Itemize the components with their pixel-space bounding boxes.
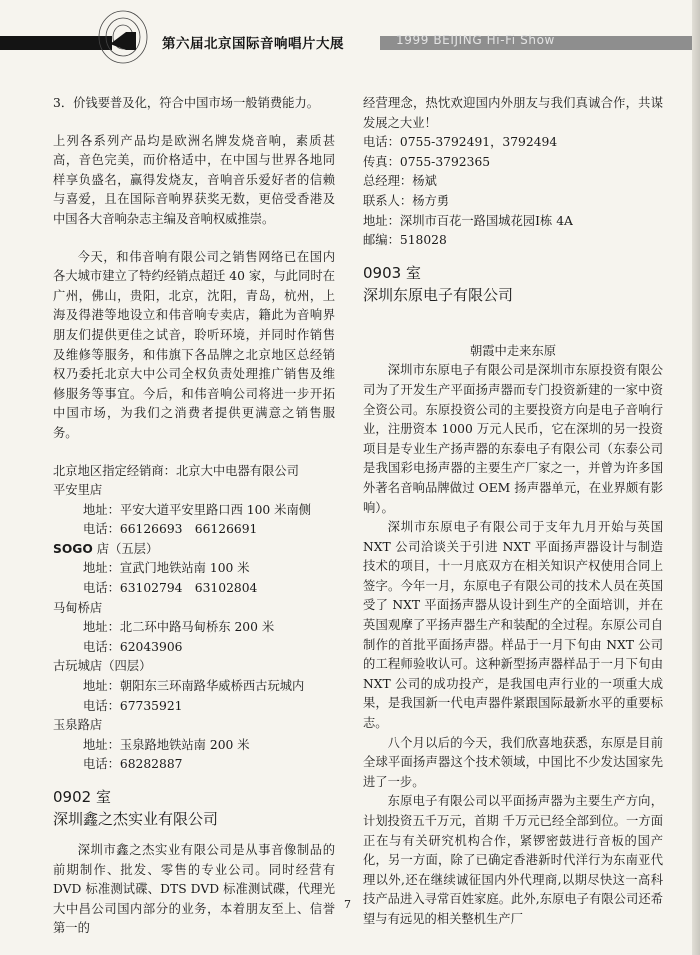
store-entry: [53, 657, 335, 716]
company-name: 深圳鑫之杰实业有限公司: [53, 810, 219, 828]
contact-line: 邮编：518028: [363, 233, 447, 248]
store-name-rest: 店（五层）: [92, 541, 159, 556]
store-name-bold: SOGO: [53, 541, 93, 556]
store-name: [53, 540, 335, 560]
contact-line: 传真：0755-3792365: [363, 154, 491, 169]
article-paragraph: 东原电子有限公司以平面扬声器为主要生产方向，计划投资五千万元，首期 千万元已经全部到位。一方面正在与有关研究机构合作，紧锣密鼓进行音板的国产化，另一方面，除了已确定香港新时代洋行为东南亚代理以外,还在继续诚征国内外代理商,以期尽快这一高科技产品进入寻常百姓家庭。此外,东原电子有限公司还希望与有远见的相关整机生产厂: [363, 794, 663, 926]
store-name: 马甸桥店: [53, 600, 103, 615]
article-paragraph: 八个月以后的今天，我们欣喜地获悉，东原是目前全球平面扬声器这个技术领域，中国比不少发达国家先进了一步。: [363, 735, 663, 789]
company-paragraph: 深圳市鑫之杰实业有限公司是从事音像制品的前期制作、批发、零售的专业公司。同时经营有 DVD 标准测试碟、DTS DVD 标准测试碟，代理光大中昌公司国内部分的业务，本着朋友至上、信誉第一的: [53, 843, 335, 936]
list-item-3: 3．价钱要普及化，符合中国市场一般销费能力。: [53, 96, 320, 110]
article-subtitle: 朝霞中走来东原: [469, 343, 557, 358]
contact-line: 联系人：杨方勇: [363, 193, 450, 208]
contact-line: 地址：深圳市百花一路国城花园Ⅰ栋 4A: [363, 213, 573, 228]
store-name: 古玩城店（四层）: [53, 659, 152, 674]
contact-line: 总经理：杨斌: [363, 174, 437, 189]
room-number: 0903 室: [363, 263, 421, 282]
store-address: 地址：宣武门地铁站南 100 米: [83, 561, 250, 576]
store-name: 玉泉路店: [53, 718, 103, 733]
continued-paragraph: 经营理念，热忱欢迎国内外朋友与我们真诚合作，共谋发展之大业！: [363, 96, 663, 130]
left-column: [53, 94, 335, 939]
header-title-en: 1999 BEIJING Hi-Fi Show: [396, 33, 555, 47]
store-address: 地址：朝阳东三环南路华威桥西古玩城内: [83, 679, 305, 694]
store-phone: 电话：66126693 66126691: [83, 522, 258, 537]
store-phone: 电话：62043906: [83, 639, 183, 654]
store-entry: [53, 481, 335, 540]
product-paragraph: 上列各系列产品均是欧洲名牌发烧音响，素质甚高，音色完美，而价格适中，在中国与世界各地同样享负盛名，赢得发烧友，音响音乐爱好者的信赖与喜爱，且在国际音响界获奖无数，更倍受香港及中国各大音响杂志主编及音响权威推崇。: [53, 133, 335, 226]
store-address: 地址：玉泉路地铁站南 200 米: [83, 737, 250, 752]
speaker-logo-icon: [96, 8, 150, 66]
contact-line: 电话：0755-3792491，3792494: [363, 135, 558, 150]
room-number: 0902 室: [53, 788, 111, 806]
store-phone: 电话：67735921: [83, 698, 183, 713]
store-phone: 电话：63102794 63102804: [83, 581, 258, 596]
company-name: 深圳东原电子有限公司: [363, 285, 514, 304]
article-paragraph: 深圳市东原电子有限公司是深圳市东原投资有限公司为了开发生产平面扬声器而专门投资新建的一家中资全资公司。东原投资公司的主要投资方向是电子音响行业，注册资本 1000 万元人民币，它在深圳的另一投资项目是专业生产扬声器的东泰电子有限公司（东泰公司 是我国彩电扬声器的主要生产厂家之一，并曾为许多国外著名音响品牌做过 OEM 扬声器单元，在业界颇有影响）。: [363, 363, 663, 515]
store-phone: 电话：68282887: [83, 757, 183, 772]
store-address: 地址：北二环中路马甸桥东 200 米: [83, 620, 275, 635]
article-paragraph: 深圳市东原电子有限公司于支年九月开始与英国 NXT 公司洽谈关于引进 NXT 平面扬声器设计与制造技术的项目，十一月底双方在相关知识产权使用合同上签字。今年一月，东原电子有限公司的技术人员在英国受了 NXT 平面扬声器从设计到生产的全面培训，并在英国观摩了平扬声器生产和装配的全过程。东原公司自制作的首批平面扬声器。样品于一月下旬由 NXT 公司的工程师验收认可。这种新型扬声器样品于一月下旬由 NXT 公司的成功投产，是我国电声行业的一项重大成果，是我国新一代电声器件紧跟国际最新水平的重要标志。: [363, 520, 663, 731]
dealer-heading: 北京地区指定经销商：北京大中电器有限公司: [53, 463, 299, 478]
page-edge: [692, 0, 700, 955]
store-name: 平安里店: [53, 483, 103, 498]
store-entry: [53, 716, 335, 775]
store-entry: [53, 540, 335, 599]
store-address: 地址：平安大道平安里路口西 100 米南侧: [83, 502, 312, 517]
sales-network-paragraph: 今天，和伟音响有限公司之销售网络已在国内各大城市建立了特约经销点超迁 40 家，与此同时在广州，佛山，贵阳，北京，沈阳，青岛，杭州，上海及得港等地设立和伟音响专卖店，籍此为音响界朋友们提供更佳之试音，聆听环境，并同时作销售及维修等服务，和伟旗下各品牌之北京地区总经销权乃委托北京大中公司全权负责处理推广销售及维修服务等事宜。今后，和伟音响公司将进一步开拓中国市场，为我们之消费者提供更满意之销售服务。: [53, 249, 335, 440]
page-number: 7: [344, 898, 351, 911]
page-header: [0, 30, 700, 56]
right-column: [363, 94, 663, 930]
header-title-cn: 第六届北京国际音响唱片大展: [162, 36, 344, 52]
store-entry: [53, 599, 335, 658]
